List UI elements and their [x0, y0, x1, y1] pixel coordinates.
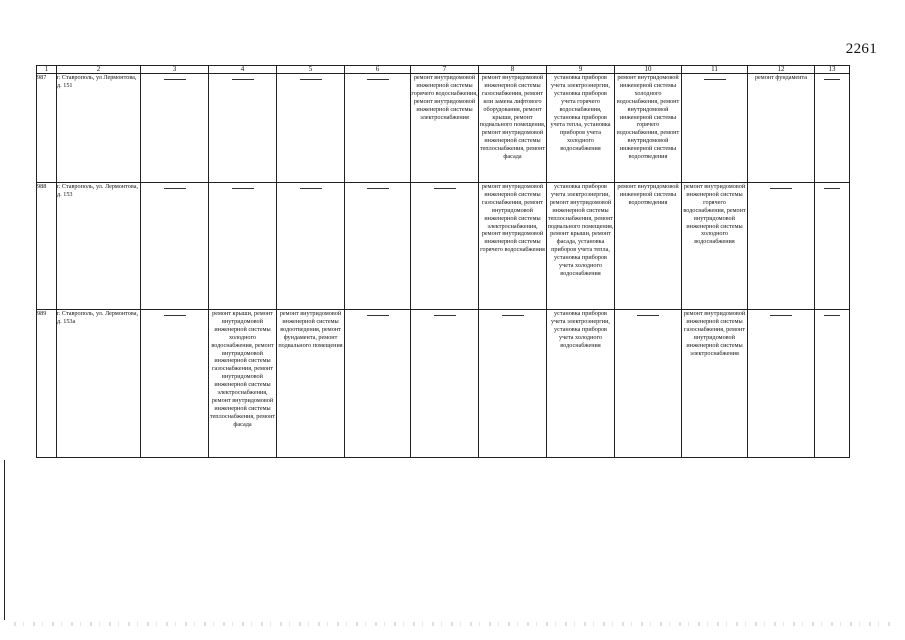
dash-mark — [824, 315, 840, 316]
column-number: 11 — [682, 66, 748, 74]
dash-mark — [232, 188, 254, 189]
row-number: 988 — [37, 183, 57, 310]
works-cell: ремонт внутридомовой инженерной системы горячего водоснабжения, ремонт внутридомовой инженерной системы электроснабжения — [411, 74, 479, 183]
dash-mark — [164, 188, 186, 189]
column-number: 7 — [411, 66, 479, 74]
column-number-row — [37, 66, 850, 74]
column-number: 4 — [209, 66, 277, 74]
empty-cell — [682, 74, 748, 183]
dash-mark — [434, 188, 456, 189]
column-number: 10 — [615, 66, 682, 74]
works-cell: ремонт фундамента — [748, 74, 815, 183]
empty-cell — [748, 183, 815, 310]
works-cell: ремонт внутридомовой инженерной системы газоснабжения, ремонт или замена лифтового оборудования, ремонт крыши, ремонт подвального помещения, ремонт внутридомовой инженерной системы теплоснабжения, ремонт фасада — [479, 74, 547, 183]
dash-mark — [232, 79, 254, 80]
works-cell: установка приборов учета электроэнергии, установка приборов учета холодного водоснабжения — [547, 310, 615, 458]
empty-cell — [815, 74, 850, 183]
scan-noise — [14, 622, 895, 626]
works-cell: ремонт внутридомовой инженерной системы газоснабжения, ремонт внутридомовой инженерной системы электроснабжения — [682, 310, 748, 458]
repair-register-table — [36, 65, 850, 458]
empty-cell — [411, 183, 479, 310]
empty-cell — [209, 74, 277, 183]
dash-mark — [434, 315, 456, 316]
row-number: 987 — [37, 74, 57, 183]
dash-mark — [367, 79, 389, 80]
empty-cell — [277, 183, 345, 310]
empty-cell — [209, 183, 277, 310]
empty-cell — [141, 310, 209, 458]
empty-cell — [277, 74, 345, 183]
works-cell: ремонт внутридомовой инженерной системы водоотведения — [615, 183, 682, 310]
empty-cell — [815, 310, 850, 458]
address-cell: г. Ставрополь, ул Лермонтова, д. 151 — [57, 74, 141, 183]
dash-mark — [824, 79, 840, 80]
dash-mark — [164, 79, 186, 80]
column-number: 13 — [815, 66, 850, 74]
dash-mark — [502, 315, 524, 316]
address-cell: г. Ставрополь, ул. Лермонтова, д. 153а — [57, 310, 141, 458]
column-number: 2 — [57, 66, 141, 74]
empty-cell — [479, 310, 547, 458]
empty-cell — [345, 310, 411, 458]
table-row — [37, 310, 850, 458]
empty-cell — [748, 310, 815, 458]
works-cell: ремонт внутридомовой инженерной системы горячего водоснабжения, ремонт внутридомовой инженерной системы холодного водоснабжения — [682, 183, 748, 310]
dash-mark — [300, 79, 322, 80]
dash-mark — [367, 315, 389, 316]
dash-mark — [704, 79, 726, 80]
column-number: 12 — [748, 66, 815, 74]
empty-cell — [345, 74, 411, 183]
empty-cell — [615, 310, 682, 458]
works-cell: ремонт внутридомовой инженерной системы водоотведения, ремонт фундамента, ремонт подвального помещения — [277, 310, 345, 458]
works-cell: ремонт крыши, ремонт внутридомовой инженерной системы холодного водоснабжения, ремонт внутридомовой инженерной системы газоснабжения, ремонт внутридомовой инженерной системы электроснабжения, ремонт внутридомовой инженерной системы теплоснабжения, ремонт фасада — [209, 310, 277, 458]
dash-mark — [300, 188, 322, 189]
column-number: 3 — [141, 66, 209, 74]
column-number: 9 — [547, 66, 615, 74]
works-cell: ремонт внутридомовой инженерной системы холодного водоснабжения, ремонт внутридомовой инженерной системы горячего водоснабжения, ремонт внутридомовой инженерной системы водоотведения — [615, 74, 682, 183]
empty-cell — [815, 183, 850, 310]
dash-mark — [637, 315, 659, 316]
empty-cell — [141, 183, 209, 310]
empty-cell — [345, 183, 411, 310]
address-cell: г. Ставрополь, ул. Лермонтова, д. 153 — [57, 183, 141, 310]
works-cell: установка приборов учета электроэнергии, установка приборов учета горячего водоснабжения, установка приборов учета тепла, установка приборов учета холодного водоснабжения — [547, 74, 615, 183]
empty-cell — [141, 74, 209, 183]
column-number: 6 — [345, 66, 411, 74]
scan-margin-line — [4, 460, 5, 620]
table-row — [37, 74, 850, 183]
dash-mark — [824, 188, 840, 189]
dash-mark — [367, 188, 389, 189]
dash-mark — [770, 188, 792, 189]
dash-mark — [770, 315, 792, 316]
column-number: 8 — [479, 66, 547, 74]
works-cell: установка приборов учета электроэнергии, ремонт внутридомовой инженерной системы теплоснабжения, ремонт подвального помещения, ремонт крыши, ремонт фасада, установка приборов учета тепла, установка приборов учета холодного водоснабжения — [547, 183, 615, 310]
column-number: 1 — [37, 66, 57, 74]
row-number: 989 — [37, 310, 57, 458]
column-number: 5 — [277, 66, 345, 74]
table-row — [37, 183, 850, 310]
works-cell: ремонт внутридомовой инженерной системы газоснабжения, ремонт внутридомовой инженерной системы электроснабжения, ремонт внутридомовой инженерной системы горячего водоснабжения — [479, 183, 547, 310]
dash-mark — [164, 315, 186, 316]
empty-cell — [411, 310, 479, 458]
page-number: 2261 — [845, 41, 877, 57]
